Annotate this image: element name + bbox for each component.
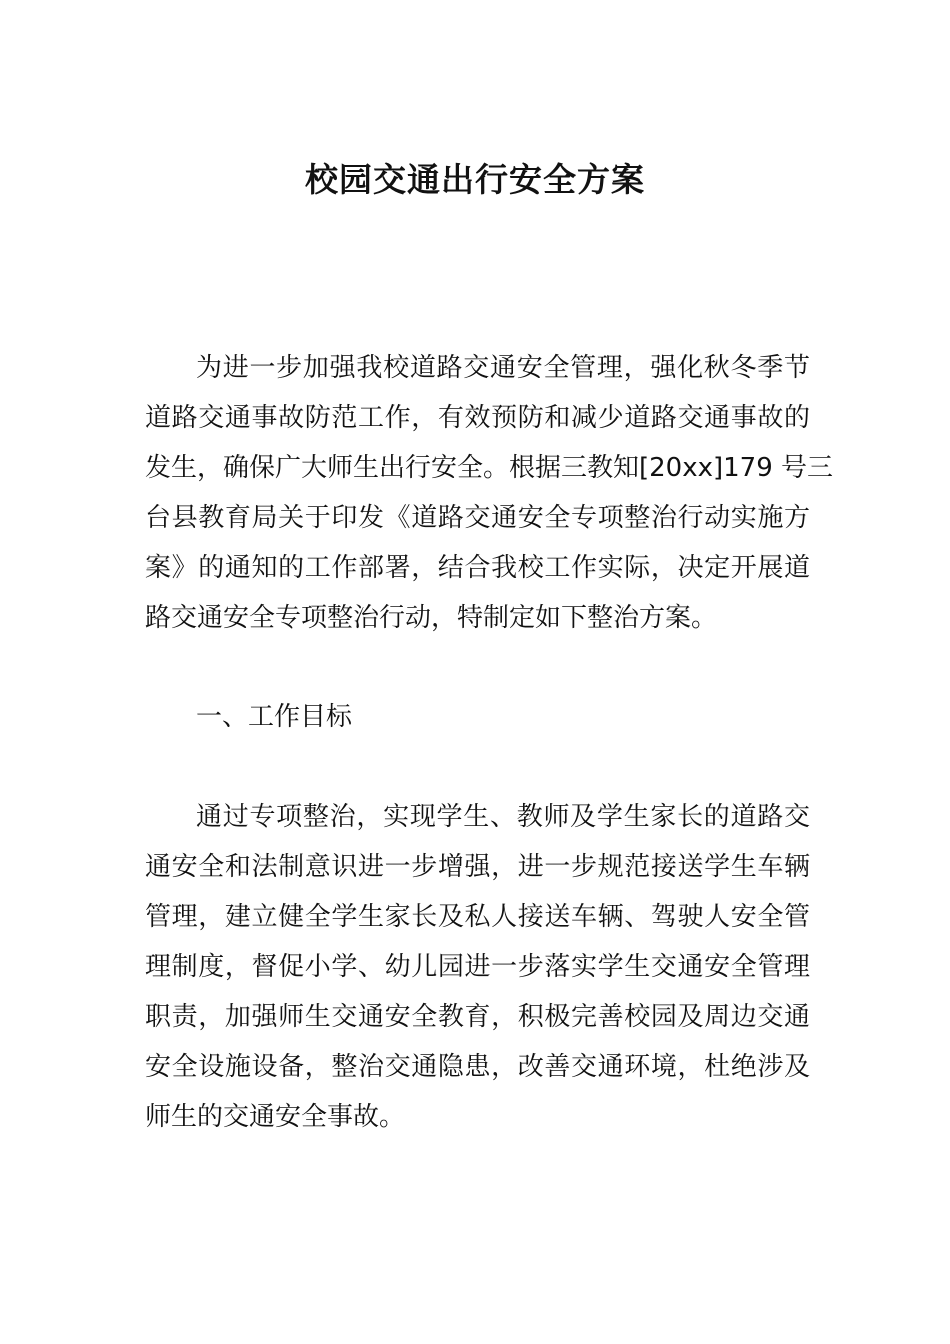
paragraph-line: 发生，确保广大师生出行安全。根据三教知[20xx]179 号三: [145, 453, 834, 483]
paragraph-line: 理制度，督促小学、幼儿园进一步落实学生交通安全管理: [145, 952, 810, 982]
paragraph-line: 师生的交通安全事故。: [145, 1102, 406, 1132]
section-heading: 一、工作目标: [196, 702, 353, 732]
paragraph-line: 管理，建立健全学生家长及私人接送车辆、驾驶人安全管: [145, 902, 810, 932]
paragraph-line: 道路交通事故防范工作，有效预防和减少道路交通事故的: [145, 403, 810, 433]
document-title: 校园交通出行安全方案: [305, 160, 645, 199]
paragraph-line: 安全设施设备，整治交通隐患，改善交通环境，杜绝涉及: [145, 1052, 810, 1082]
paragraph-line: 为进一步加强我校道路交通安全管理，强化秋冬季节: [196, 353, 810, 383]
paragraph-line: 通安全和法制意识进一步增强，进一步规范接送学生车辆: [145, 852, 810, 882]
paragraph-line: 案》的通知的工作部署，结合我校工作实际，决定开展道: [145, 553, 810, 583]
paragraph-line: 通过专项整治，实现学生、教师及学生家长的道路交: [196, 802, 810, 832]
paragraph-line: 职责，加强师生交通安全教育，积极完善校园及周边交通: [145, 1002, 810, 1032]
paragraph-line: 台县教育局关于印发《道路交通安全专项整治行动实施方: [145, 503, 810, 533]
paragraph-line: 路交通安全专项整治行动，特制定如下整治方案。: [145, 603, 718, 633]
